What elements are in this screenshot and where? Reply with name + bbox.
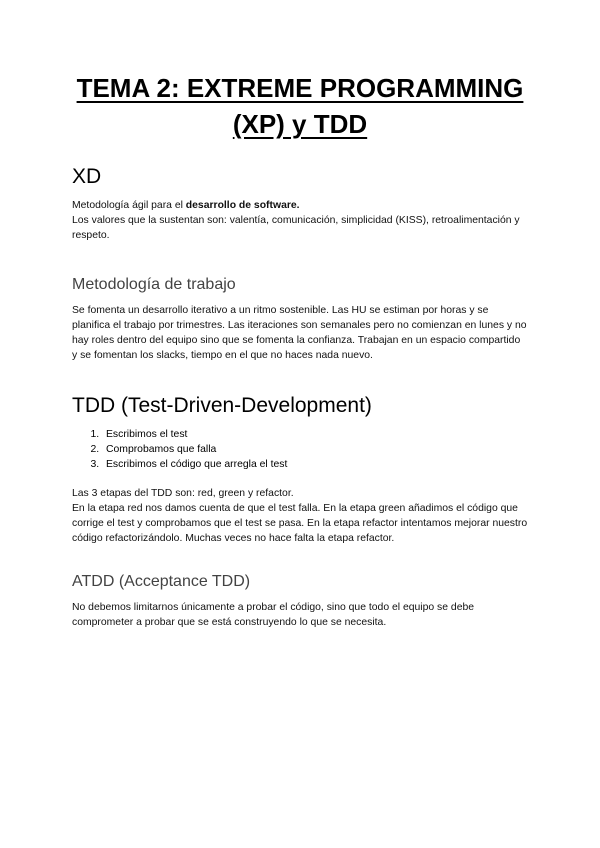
heading-metodologia: Metodología de trabajo bbox=[72, 276, 236, 293]
heading-atdd: ATDD (Acceptance TDD) bbox=[72, 573, 251, 590]
list-item: 3. Escribimos el código que arregla el test bbox=[102, 457, 528, 472]
paragraph-xd bbox=[72, 198, 528, 243]
list-item: 1. Escribimos el test bbox=[102, 427, 528, 442]
xd-values-text: Los valores que la sustentan son: valentía, comunicación, simplicidad (KISS), retroalimentación y respeto. bbox=[72, 215, 520, 241]
title-line-1: TEMA 2: EXTREME PROGRAMMING bbox=[76, 73, 524, 103]
paragraph-tdd bbox=[72, 486, 528, 546]
xd-intro-bold: desarrollo de software. bbox=[185, 200, 300, 211]
document-title bbox=[72, 0, 528, 142]
paragraph-atdd: No debemos limitarnos únicamente a probar el código, sino que todo el equipo se debe comprometer a probar que se está construyendo lo que se necesita. bbox=[72, 602, 475, 628]
heading-tdd: TDD (Test-Driven-Development) bbox=[72, 394, 372, 417]
xd-intro-text: Metodología ágil para el bbox=[72, 200, 186, 211]
title-line-2: (XP) y TDD bbox=[232, 109, 368, 139]
tdd-etapas-text: Las 3 etapas del TDD son: red, green y refactor. bbox=[72, 488, 294, 499]
tdd-steps-list bbox=[72, 427, 528, 472]
list-item: 2. Comprobamos que falla bbox=[102, 442, 528, 457]
tdd-explicacion-text: En la etapa red nos damos cuenta de que el test falla. En la etapa green añadimos el código que corrige el test y comprobamos que el test se pasa. En la etapa refactor intentamos mejorar nuestro código refactorizándolo. Muchas veces no hace falta la etapa refactor. bbox=[72, 503, 528, 544]
heading-xd: XD bbox=[72, 165, 102, 188]
paragraph-metodologia: Se fomenta un desarrollo iterativo a un ritmo sostenible. Las HU se estiman por horas y se planifica el trabajo por trimestres. Las iteraciones son semanales pero no comienzan en lunes y no hay roles dentro del equipo sino que se fomenta la confianza. Trabajan en un espacio compartido y se fomentan los slacks, tiempo en el que no haces nada nuevo. bbox=[72, 305, 527, 361]
